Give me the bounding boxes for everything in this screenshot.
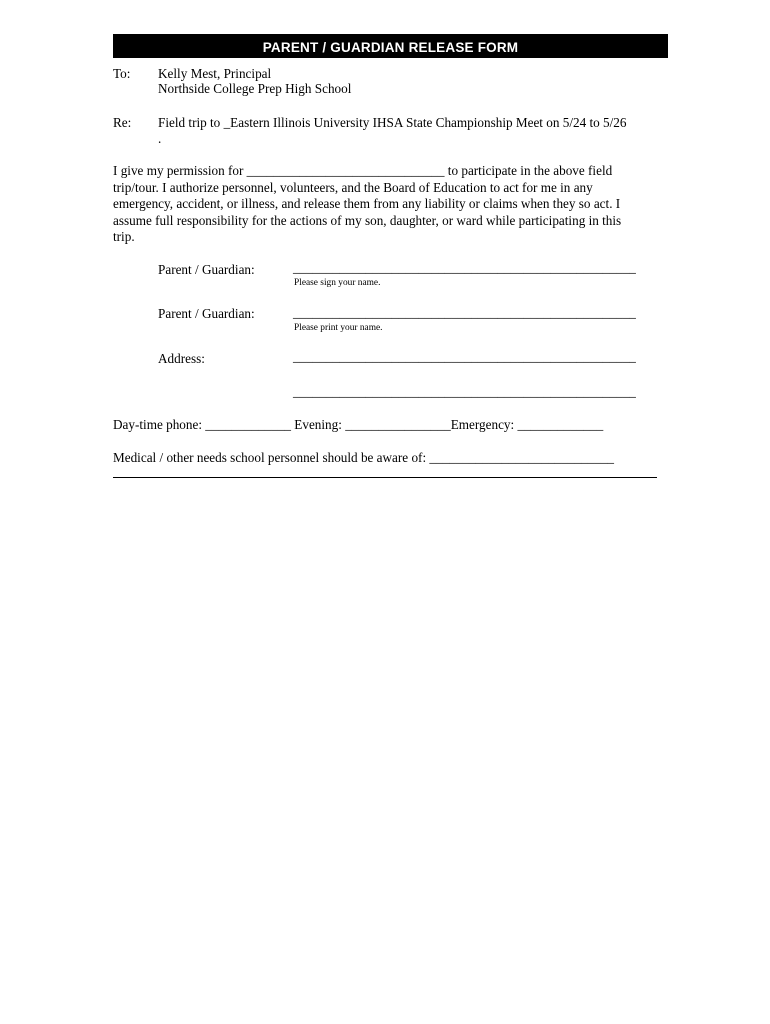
permission-line: emergency, accident, or illness, and release them from any liability or claims when they so act. I	[113, 196, 621, 212]
permission-line: trip/tour. I authorize personnel, volunteers, and the Board of Education to act for me in any	[113, 179, 593, 195]
printed-name-hint: Please print your name.	[294, 323, 383, 333]
medical-needs-continuation-line[interactable]	[113, 477, 657, 478]
medical-needs-field[interactable]: Medical / other needs school personnel should be aware of: ____________________________	[113, 450, 615, 465]
address-field-line-1[interactable]: ____________________________________________________	[293, 349, 636, 364]
to-label: To:	[113, 66, 131, 81]
form-title-bar	[113, 34, 668, 58]
recipient-school: Northside College Prep High School	[158, 81, 352, 96]
recipient-name: Kelly Mest, Principal	[158, 66, 272, 81]
re-label: Re:	[113, 115, 132, 130]
form-title: PARENT / GUARDIAN RELEASE FORM	[262, 40, 519, 55]
permission-line: I give my permission for ______________________________ to participate in the above field	[113, 163, 613, 178]
field-trip-description: Field trip to _Eastern Illinois University IHSA State Championship Meet on 5/24 to 5/26	[158, 115, 627, 130]
printed-name-field[interactable]: ____________________________________________________	[293, 305, 636, 320]
field-trip-period: .	[158, 131, 162, 146]
permission-line: assume full responsibility for the actions of my son, daughter, or ward while participating in this	[113, 212, 622, 228]
phone-fields[interactable]: Day-time phone: _____________ Evening: ________________Emergency: _____________	[113, 417, 604, 432]
address-field-line-2[interactable]: ____________________________________________________	[293, 384, 636, 399]
signature-label: Parent / Guardian:	[158, 262, 255, 277]
permission-line: trip.	[113, 229, 135, 245]
printed-name-label: Parent / Guardian:	[158, 306, 255, 321]
permission-paragraph	[113, 163, 658, 246]
address-label: Address:	[158, 351, 205, 366]
signature-field[interactable]: ____________________________________________________	[293, 260, 636, 275]
signature-hint: Please sign your name.	[294, 278, 381, 288]
